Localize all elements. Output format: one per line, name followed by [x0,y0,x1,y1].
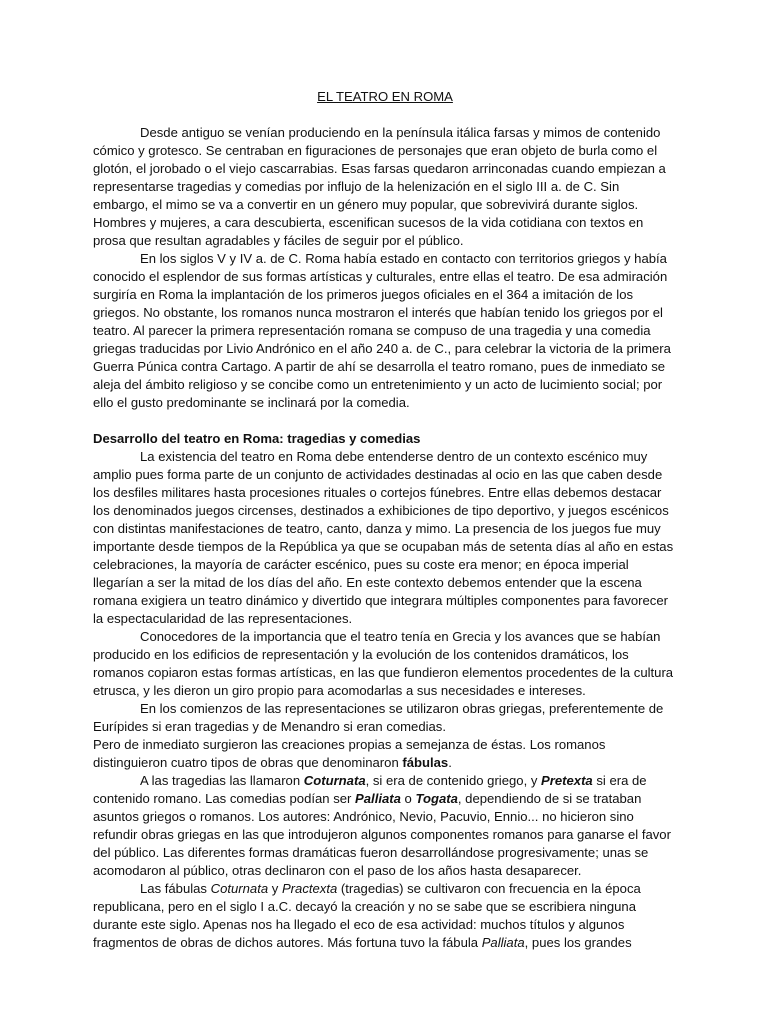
p5-text-1: A las tragedias las llamaron [140,773,304,788]
section-heading: Desarrollo del teatro en Roma: tragedias y comedias [93,431,421,446]
paragraph-4-text: Pero de inmediato surgieron las creaciones propias a semejanza de éstas. Los romanos distinguieron cuatro tipos de obras que denominaron [93,737,606,770]
p5-text-3: si era de contenido romano. Las comedias podían ser [93,773,647,806]
p6-text-3: (tragedias) se cultivaron con frecuencia en la época republicana, pero en el siglo I a.C. decayó la creación y no se sabe que se escribiera ninguna durante este siglo. Apenas nos ha llegado el eco de esa actividad: muchos títulos y algunos fragmentos de obras de dichos autores. Más fortuna tuvo la fábula [93,881,641,950]
section-paragraph-1: La existencia del teatro en Roma debe entenderse dentro de un contexto escénico muy amplio pues forma parte de un conjunto de actividades destinadas al ocio en las que caben desde los desfiles militares hasta procesiones rituales o cortejos fúnebres. Entre ellas debemos destacar los denominados juegos circenses, destinados a exhibiciones de tipo deportivo, y juegos escénicos con distintas manifestaciones de teatro, canto, danza y mimo. La presencia de los juegos fue muy importante desde tiempos de la República ya que se ocupaban más de setenta días al año en estas celebraciones, la mayoría de carácter escénico, pues su coste era menor; en época imperial llegarían a ser la mitad de los días del año. En este contexto debemos entender que la escena romana exigiera un teatro dinámico y divertido que integrara múltiples componentes para favorecer la espectacularidad de las representaciones. [93,449,674,626]
coturnata-term: Coturnata [303,773,366,788]
p5-text-4: o [400,791,416,806]
section-paragraph-5 [93,772,677,880]
paragraph-gap [93,412,677,430]
section-paragraph-3: En los comienzos de las representaciones se utilizaron obras griegas, preferentemente de Eurípides si eran tragedias y de Menandro si eran comedias. [93,701,664,734]
p6-text-1: Las fábulas [140,881,211,896]
intro-paragraph-2: En los siglos V y IV a. de C. Roma había estado en contacto con territorios griegos y había conocido el esplendor de sus formas artísticas y culturales, entre ellas el teatro. De esa admiración surgiría en Roma la implantación de los primeros juegos oficiales en el 364 a imitación de los griegos. No obstante, los romanos nunca mostraron el interés que habían tenido los griegos por el teatro. Al parecer la primera representación romana se compuso de una tragedia y una comedia griegas traducidas por Livio Andrónico en el año 240 a. de C., para celebrar la victoria de la primera Guerra Púnica contra Cartago. A partir de ahí se desarrolla el teatro romano, pues de inmediato se aleja del ámbito religioso y se concibe como un entretenimiento y un acto de lucimiento social; por ello el gusto predominante se inclinará por la comedia. [93,251,671,410]
pretexta-term: Pretexta [541,773,593,788]
togata-term: Togata [415,791,458,806]
section-paragraph-6 [93,880,677,952]
coturnata-italic: Coturnata [210,881,269,896]
practexta-italic: Practexta [281,881,338,896]
section-paragraph-4 [93,736,677,772]
document-title: EL TEATRO EN ROMA [317,89,453,104]
palliata-italic: Palliata [481,935,525,950]
palliata-term: Palliata [355,791,401,806]
paragraph-4-end: . [448,755,452,770]
intro-paragraph-1: Desde antiguo se venían produciendo en la península itálica farsas y mimos de contenido cómico y grotesco. Se centraban en figuraciones de personajes que eran objeto de burla como el glotón, el jorobado o el viejo cascarrabias. Esas farsas quedaron arrinconadas cuando empiezan a representarse tragedias y comedias por influjo de la helenización en el siglo III a. de C. Sin embargo, el mimo se va a convertir en un género muy popular, que sobrevivirá durante siglos. Hombres y mujeres, a cara descubierta, escenifican sucesos de la vida cotidiana con textos en prosa que resultan agradables y fáciles de seguir por el público. [93,125,666,248]
p6-text-2: y [268,881,282,896]
p5-text-2: , si era de contenido griego, y [365,773,542,788]
p5-text-5: , dependiendo de si se trataban asuntos griegos o romanos. Los autores: Andrónico, Nevio, Pacuvio, Ennio... no hicieron sino refundir obras griegas en las que introdujeron algunos componentes romanos para ganarse el favor del público. Las diferentes formas dramáticas fueron desarrollándose progresivamente; unas se acomodaron al público, otras declinaron con el paso de los años hasta desaparecer. [93,791,671,878]
section-paragraph-2: Conocedores de la importancia que el teatro tenía en Grecia y los avances que se habían producido en los edificios de representación y la evolución de los contenidos dramáticos, los romanos copiaron estas formas artísticas, en las que fundieron elementos procedentes de la cultura etrusca, y les dieron un giro propio para acomodarlas a sus necesidades e intereses. [93,629,674,698]
fabulas-term: fábulas [402,755,449,770]
p6-text-4: , pues los grandes [524,935,632,950]
document-page [93,88,677,952]
